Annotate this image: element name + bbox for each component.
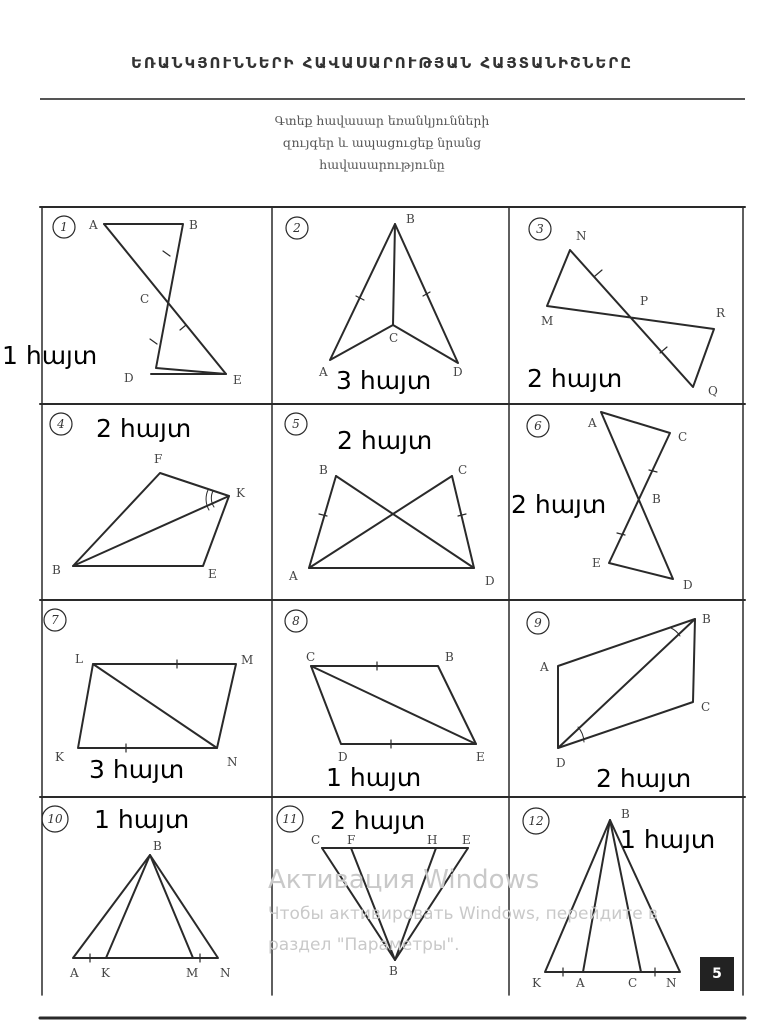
page-title: ԵՌԱՆԿՅՈՒՆՆԵՐԻ ՀԱՎԱՍԱՐՈՒԹՅԱՆ ՀԱՅՏԱՆԻՇՆԵՐԸ bbox=[130, 54, 634, 72]
point-label: C bbox=[306, 650, 316, 664]
cell-number: 8 bbox=[292, 614, 300, 628]
instruction-line: հավասարությունը bbox=[319, 157, 445, 172]
cell-number: 4 bbox=[57, 417, 65, 431]
point-label: B bbox=[621, 807, 630, 821]
answer-cell-7: 3 հայտ bbox=[89, 755, 185, 784]
point-label: M bbox=[186, 966, 199, 980]
point-label: C bbox=[628, 976, 638, 990]
cell-number: 3 bbox=[536, 222, 544, 236]
cell-number: 7 bbox=[51, 613, 59, 627]
point-label: K bbox=[532, 976, 541, 990]
point-label: E bbox=[233, 373, 242, 387]
answer-cell-11: 2 հայտ bbox=[330, 806, 426, 835]
point-label: A bbox=[319, 365, 328, 379]
point-label: E bbox=[462, 833, 471, 847]
figure-9 bbox=[558, 619, 695, 748]
point-label: C bbox=[701, 700, 711, 714]
point-label: P bbox=[640, 294, 649, 308]
answer-cell-6: 2 հայտ bbox=[511, 490, 607, 519]
point-label: E bbox=[208, 567, 217, 581]
answer-cell-9: 2 հայտ bbox=[596, 764, 692, 793]
activation-watermark-line: раздел "Параметры". bbox=[268, 935, 460, 955]
point-label: A bbox=[89, 218, 98, 232]
point-label: N bbox=[666, 976, 677, 990]
instruction-line: Գտեք հավասար եռանկյունների bbox=[274, 113, 490, 128]
point-label: F bbox=[347, 833, 356, 847]
answer-cell-10: 1 հայտ bbox=[94, 805, 190, 834]
point-label: K bbox=[101, 966, 110, 980]
answer-cell-1: 1 հայտ bbox=[2, 341, 98, 370]
point-label: D bbox=[124, 371, 134, 385]
point-label: M bbox=[541, 314, 554, 328]
point-label: K bbox=[55, 750, 64, 764]
activation-watermark-title: Активация Windows bbox=[268, 865, 540, 895]
answer-cell-4: 2 հայտ bbox=[96, 414, 192, 443]
figure-1 bbox=[104, 224, 226, 374]
point-label: D bbox=[556, 756, 566, 770]
point-label: K bbox=[236, 486, 245, 500]
point-label: D bbox=[453, 365, 463, 379]
point-label: C bbox=[458, 463, 468, 477]
point-label: R bbox=[716, 306, 726, 320]
figure-10 bbox=[73, 855, 218, 962]
point-label: N bbox=[227, 755, 238, 769]
cell-number: 11 bbox=[282, 812, 298, 826]
point-label: E bbox=[592, 556, 601, 570]
point-label: Q bbox=[708, 384, 718, 398]
answer-cell-12: 1 հայտ bbox=[620, 825, 716, 854]
cell-number: 6 bbox=[534, 419, 542, 433]
point-label: D bbox=[338, 750, 348, 764]
page-number: 5 bbox=[700, 957, 734, 991]
point-label: H bbox=[427, 833, 438, 847]
point-label: A bbox=[289, 569, 298, 583]
point-label: B bbox=[652, 492, 661, 506]
point-label: B bbox=[153, 839, 162, 853]
point-label: B bbox=[319, 463, 328, 477]
point-label: C bbox=[389, 331, 399, 345]
point-label: F bbox=[154, 452, 163, 466]
point-label: C bbox=[140, 292, 150, 306]
figure-5 bbox=[309, 476, 474, 568]
point-label: A bbox=[70, 966, 79, 980]
point-label: L bbox=[75, 652, 83, 666]
point-label: E bbox=[476, 750, 485, 764]
point-label: B bbox=[406, 212, 415, 226]
instruction-line: զույգեր և ապացուցեք նրանց bbox=[282, 135, 482, 150]
point-label: D bbox=[683, 578, 693, 592]
point-label: B bbox=[702, 612, 711, 626]
figure-4 bbox=[73, 473, 229, 566]
figure-7 bbox=[78, 660, 236, 752]
point-label: C bbox=[678, 430, 688, 444]
cell-number: 10 bbox=[47, 812, 63, 826]
point-label: B bbox=[389, 964, 398, 978]
point-label: D bbox=[485, 574, 495, 588]
point-label: M bbox=[241, 653, 254, 667]
point-label: C bbox=[311, 833, 321, 847]
cell-number: 5 bbox=[292, 417, 300, 431]
answer-cell-8: 1 հայտ bbox=[326, 763, 422, 792]
cell-number: 9 bbox=[534, 616, 542, 630]
answer-cell-5: 2 հայտ bbox=[337, 426, 433, 455]
figure-8 bbox=[311, 662, 476, 748]
point-label: B bbox=[52, 563, 61, 577]
point-label: B bbox=[445, 650, 454, 664]
point-label: N bbox=[576, 229, 587, 243]
cell-number: 12 bbox=[528, 814, 544, 828]
grid-lines bbox=[40, 207, 745, 1018]
point-label: A bbox=[576, 976, 585, 990]
point-label: N bbox=[220, 966, 231, 980]
point-label: B bbox=[189, 218, 198, 232]
cell-number: 1 bbox=[60, 220, 68, 234]
answer-cell-3: 2 հայտ bbox=[527, 364, 623, 393]
activation-watermark-line: Чтобы активировать Windows, перейдите в bbox=[268, 904, 659, 924]
answer-cell-2: 3 հայտ bbox=[336, 366, 432, 395]
point-label: A bbox=[540, 660, 549, 674]
point-label: A bbox=[588, 416, 597, 430]
cell-number: 2 bbox=[293, 221, 301, 235]
figure-6 bbox=[601, 412, 673, 579]
